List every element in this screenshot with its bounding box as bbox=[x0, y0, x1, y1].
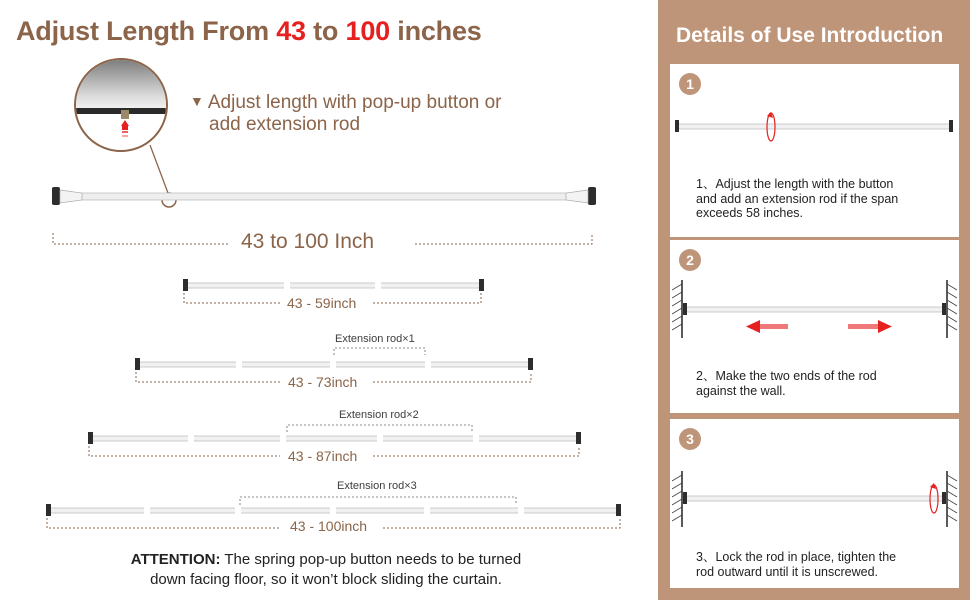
callout-line-1: ▼ Adjust length with pop-up button or bbox=[190, 92, 502, 113]
triangle-down-icon: ▼ bbox=[190, 93, 204, 109]
zoom-connector bbox=[150, 145, 168, 193]
arrow-left-icon bbox=[746, 320, 788, 333]
attention-line-2: down facing floor, so it won’t block sliding the curtain. bbox=[150, 571, 502, 588]
min-length: 43 bbox=[276, 16, 306, 46]
range-label-4: 43 - 100inch bbox=[290, 518, 368, 534]
extension-label-2: Extension rod×1 bbox=[335, 333, 415, 345]
extension-label-4: Extension rod×3 bbox=[337, 480, 417, 492]
main-rod bbox=[52, 187, 596, 205]
step-card-1 bbox=[670, 64, 959, 237]
range-label-2: 43 - 73inch bbox=[288, 374, 358, 390]
step-badge-1: 1 bbox=[679, 73, 701, 95]
step-text-2: 2、Make the two ends of the rod against the wall. bbox=[696, 369, 877, 398]
step-card-3 bbox=[670, 419, 959, 588]
attention-line-1: ATTENTION: The spring pop-up button needs to be turned bbox=[130, 551, 522, 568]
panel-title: Details of Use Introduction bbox=[676, 24, 944, 47]
callout-line-2: add extension rod bbox=[209, 114, 361, 135]
step-card-2 bbox=[670, 240, 959, 413]
range-label-1: 43 - 59inch bbox=[287, 295, 357, 311]
attention-note bbox=[0, 550, 652, 590]
max-length: 100 bbox=[345, 16, 390, 46]
range-label-3: 43 - 87inch bbox=[288, 448, 358, 464]
page-title: Adjust Length From 43 to 100 inches bbox=[16, 16, 482, 46]
extension-label-3: Extension rod×2 bbox=[339, 409, 419, 421]
overall-range-label: 43 to 100 Inch bbox=[241, 230, 375, 253]
arrow-right-icon bbox=[848, 320, 892, 333]
step-text-3: 3、Lock the rod in place, tighten the rod outward until it is unscrewed. bbox=[696, 550, 897, 579]
step-badge-3: 3 bbox=[679, 428, 701, 450]
step-text-1: 1、Adjust the length with the button and add an extension rod if the span exceeds 58 inches. bbox=[696, 177, 899, 220]
step-badge-2: 2 bbox=[679, 249, 701, 271]
